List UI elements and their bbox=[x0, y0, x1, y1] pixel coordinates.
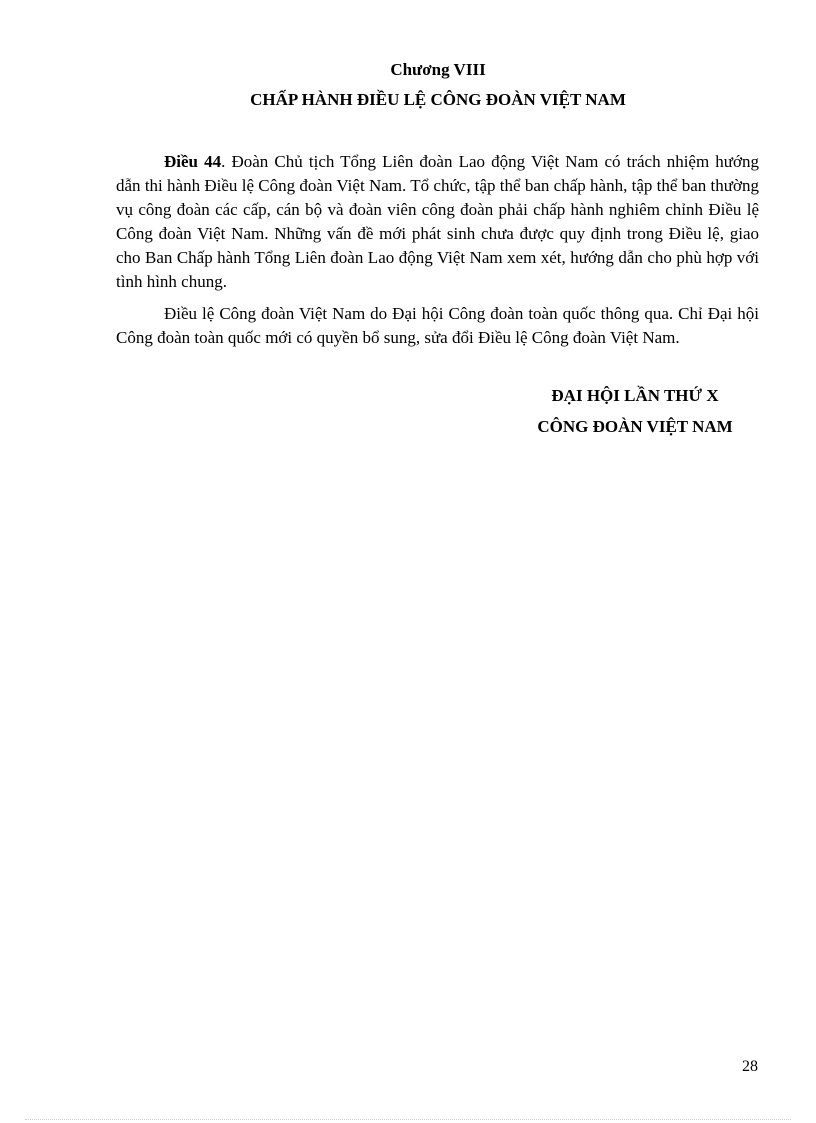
signature-line-1: ĐẠI HỘI LẦN THỨ X bbox=[551, 386, 719, 405]
article-paragraph-1-text: . Đoàn Chủ tịch Tổng Liên đoàn Lao động Việt Nam có trách nhiệm hướng dẫn thi hành Điều lệ Công đoàn Việt Nam. Tổ chức, tập thể ban chấp hành, tập thể ban thường vụ công đoàn các cấp, cán bộ và đoàn viên công đoàn phải chấp hành nghiêm chỉnh Điều lệ Công đoàn Việt Nam. Những vấn đề mới phát sinh chưa được quy định trong Điều lệ, giao cho Ban Chấp hành Tổng Liên đoàn Lao động Việt Nam xem xét, hướng dẫn cho phù hợp với tình hình chung. bbox=[116, 152, 760, 291]
article-body bbox=[116, 150, 759, 358]
article-paragraph-1 bbox=[116, 150, 759, 294]
article-label: Điều 44 bbox=[164, 152, 222, 171]
chapter-number: Chương VIII bbox=[390, 60, 486, 79]
footer-divider bbox=[25, 1119, 791, 1120]
article-paragraph-2: Điều lệ Công đoàn Việt Nam do Đại hội Công đoàn toàn quốc thông qua. Chỉ Đại hội Công đoàn toàn quốc mới có quyền bổ sung, sửa đổi Điều lệ Công đoàn Việt Nam. bbox=[116, 304, 759, 347]
signature-line-2: CÔNG ĐOÀN VIỆT NAM bbox=[537, 417, 733, 436]
page-number: 28 bbox=[742, 1058, 758, 1075]
signature-block bbox=[505, 380, 765, 442]
chapter-title: CHẤP HÀNH ĐIỀU LỆ CÔNG ĐOÀN VIỆT NAM bbox=[250, 90, 626, 109]
